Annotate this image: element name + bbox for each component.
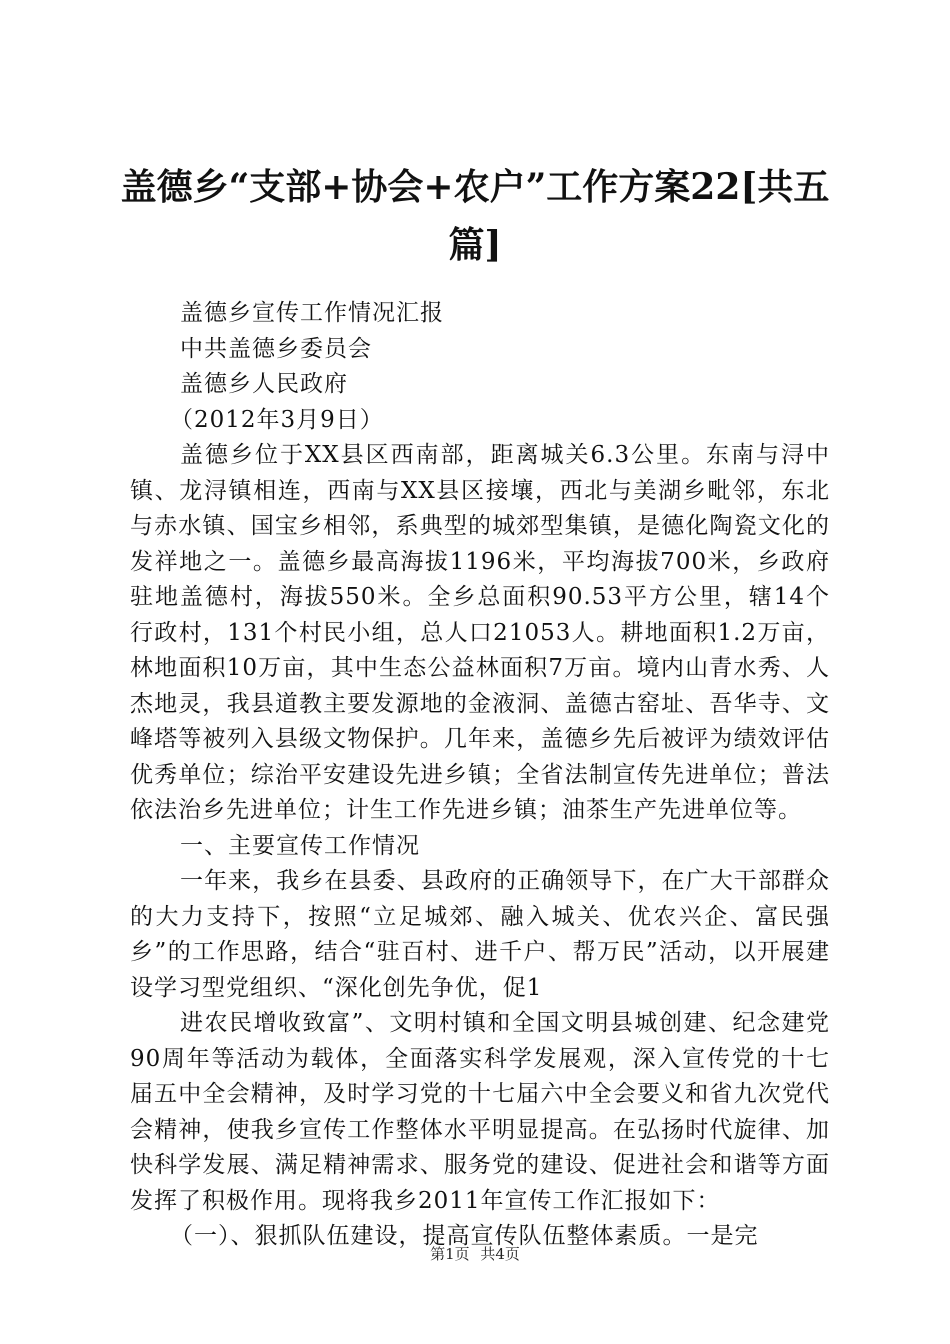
issuer-party-committee: 中共盖德乡委员会: [180, 335, 372, 362]
document-body: [130, 296, 830, 1255]
section-heading-1: 一、主要宣传工作情况: [180, 832, 420, 859]
paragraph-work-summary: 一年来，我乡在县委、县政府的正确领导下，在广大干部群众的大力支持下，按照“立足城郊、融入城关、优农兴企、富民强乡”的工作思路，结合“驻百村、进千户、帮万民”活动，以开展建设学习型党组织、“深化创先争优，促1: [130, 868, 830, 1001]
page-total: 共4页: [480, 1245, 520, 1263]
page-footer: [0, 1243, 950, 1264]
issuer-government: 盖德乡人民政府: [180, 371, 348, 397]
report-date: （2012年3月9日）: [170, 406, 384, 433]
subsection-heading-1: （一）、狠抓队伍建设，提高宣传队伍整体素质。一是完: [170, 1223, 759, 1249]
paragraph-overview: 盖德乡位于XX县区西南部，距离城关6.3公里。东南与浔中镇、龙浔镇相连，西南与XX县区接壤，西北与美湖乡毗邻，东北与赤水镇、国宝乡相邻，系典型的城郊型集镇，是德化陶瓷文化的发祥地之一。盖德乡最高海拔1196米，平均海拔700米，乡政府驻地盖德村，海拔550米。全乡总面积90.53平方公里，辖14个行政村，131个村民小组，总人口21053人。耕地面积1.2万亩，林地面积10万亩，其中生态公益林面积7万亩。境内山青水秀、人杰地灵，我县道教主要发源地的金液洞、盖德古窑址、吾华寺、文峰塔等被列入县级文物保护。几年来，盖德乡先后被评为绩效评估优秀单位；综治平安建设先进乡镇；全省法制宣传先进单位；普法依法治乡先进单位；计生工作先进乡镇；油茶生产先进单位等。: [130, 442, 830, 823]
page-number: 第1页: [430, 1245, 470, 1263]
document-title: 盖德乡“支部+协会+农户”工作方案22[共五篇]: [120, 166, 830, 266]
report-heading: 盖德乡宣传工作情况汇报: [180, 300, 444, 326]
paragraph-activities: 进农民增收致富”、文明村镇和全国文明县城创建、纪念建党90周年等活动为载体，全面落实科学发展观，深入宣传党的十七届五中全会精神，及时学习党的十七届六中全会要义和省九次党代会精神，使我乡宣传工作整体水平明显提高。在弘扬时代旋律、加快科学发展、满足精神需求、服务党的建设、促进社会和谐等方面发挥了积极作用。现将我乡2011年宣传工作汇报如下：: [130, 1010, 830, 1214]
